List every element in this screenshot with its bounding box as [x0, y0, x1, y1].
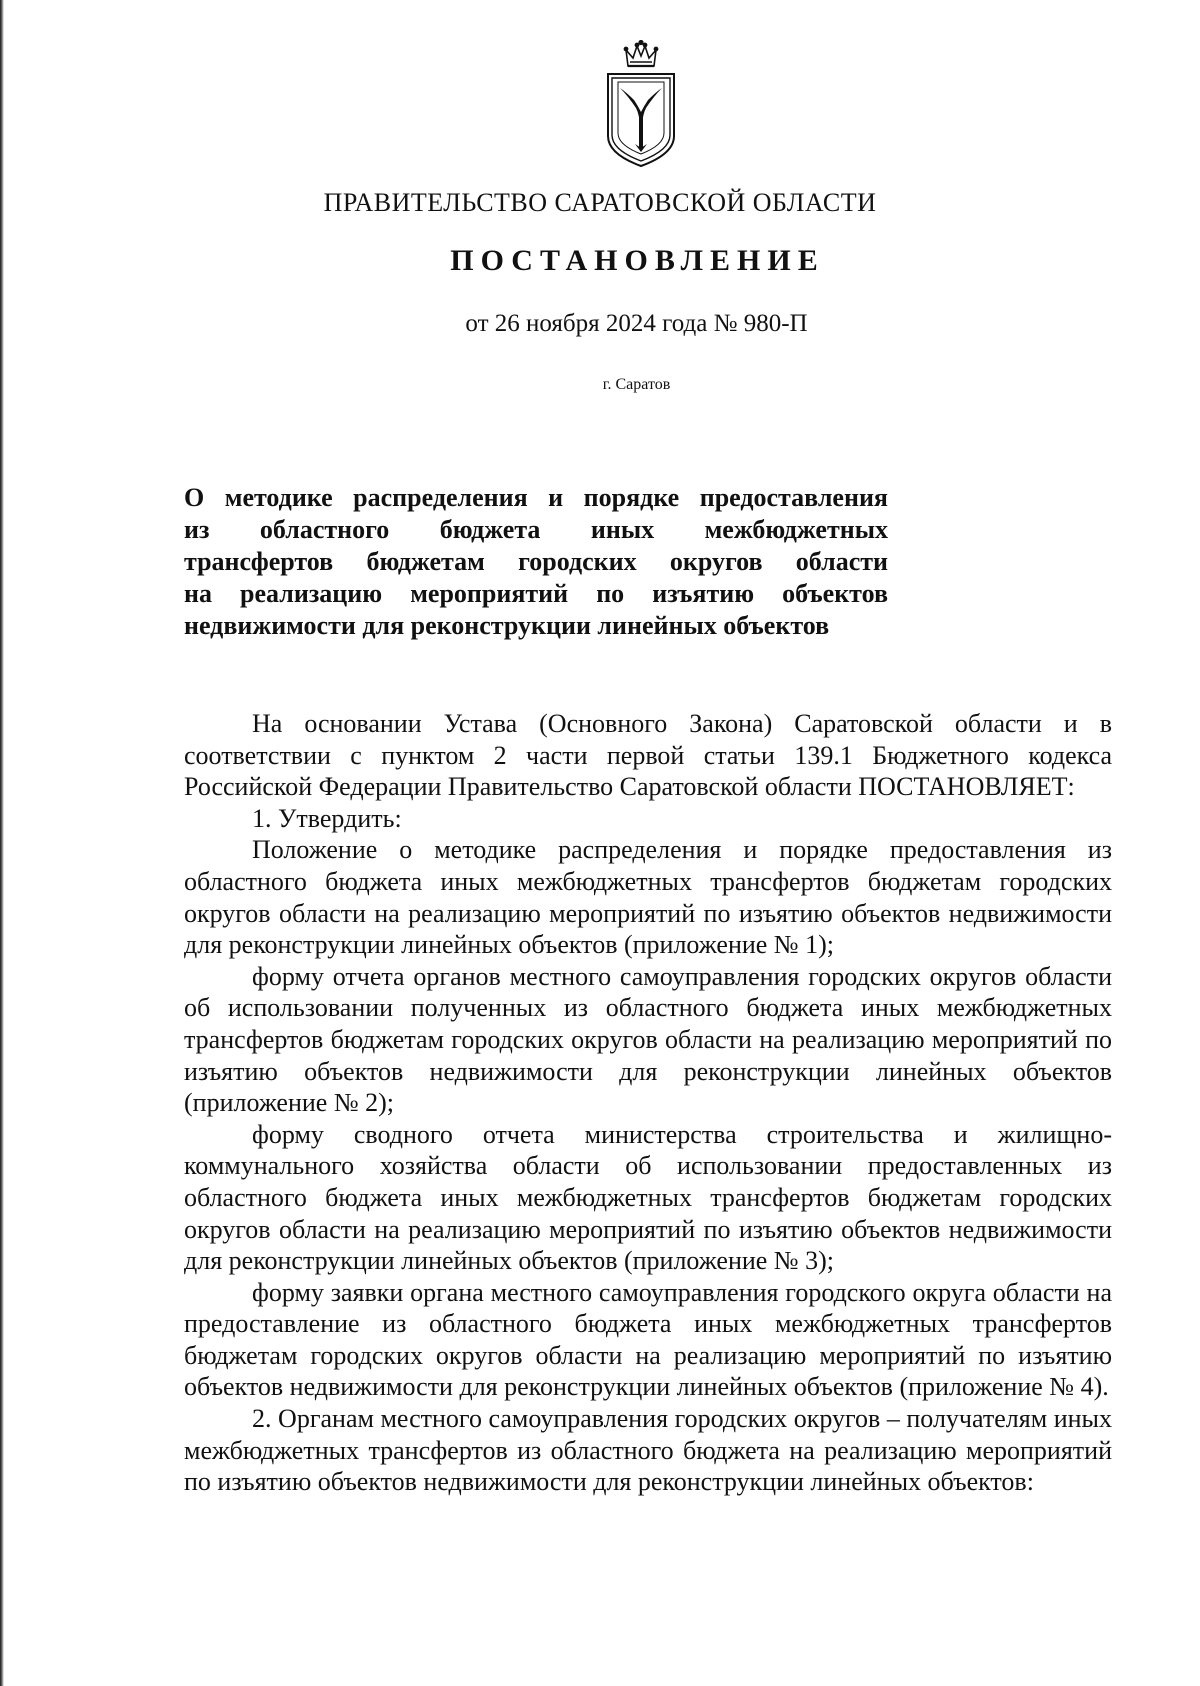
paragraph-annex-4: форму заявки органа местного самоуправления городского округа области на предоставление из областного бюджета иных межбюджетных трансфертов бюджетам городских округов области на реализацию мероприятий по изъятию объектов недвижимости для реконструкции линейных объектов (приложение № 4).	[184, 1277, 1112, 1402]
document-title	[184, 482, 888, 642]
document-type: ПОСТАНОВЛЕНИЕ	[450, 244, 825, 277]
title-line: О методике распределения и порядке предоставления	[184, 483, 888, 512]
title-line: трансфертов бюджетам городских округов области	[184, 547, 888, 576]
document-date-number: от 26 ноября 2024 года № 980-П	[465, 310, 808, 337]
government-name: ПРАВИТЕЛЬСТВО САРАТОВСКОЙ ОБЛАСТИ	[323, 188, 877, 217]
paragraph-item-2: 2. Органам местного самоуправления городских округов – получателям иных межбюджетных трансфертов из областного бюджета на реализацию мероприятий по изъятию объектов недвижимости для реконструкции линейных объектов:	[184, 1404, 1112, 1497]
document-city: г. Саратов	[602, 376, 671, 393]
title-line: на реализацию мероприятий по изъятию объектов	[184, 579, 888, 608]
paragraph-annex-1: Положение о методике распределения и порядке предоставления из областного бюджета иных межбюджетных трансфертов бюджетам городских округов области на реализацию мероприятий по изъятию объектов недвижимости для реконструкции линейных объектов (приложение № 1);	[184, 835, 1112, 960]
paragraph-annex-2: форму отчета органов местного самоуправления городских округов области об использовании полученных из областного бюджета иных межбюджетных трансфертов бюджетам городских округов области на реализацию мероприятий по изъятию объектов недвижимости для реконструкции линейных объектов (приложение № 2);	[184, 961, 1112, 1118]
title-line: недвижимости для реконструкции линейных объектов	[184, 611, 830, 640]
crown-icon	[624, 41, 657, 66]
document-body	[184, 708, 1112, 1498]
paragraph-annex-3: форму сводного отчета министерства строительства и жилищно-коммунального хозяйства области об использовании предоставленных из областного бюджета иных межбюджетных трансфертов бюджетам городских округов области на реализацию мероприятий по изъятию объектов недвижимости для реконструкции линейных объектов (приложение № 3);	[184, 1119, 1112, 1276]
paragraph-preamble: На основании Устава (Основного Закона) Саратовской области и в соответствии с пунктом 2 части первой статьи 139.1 Бюджетного кодекса Российской Федерации Правительство Саратовской области ПОСТАНОВЛЯЕТ:	[184, 709, 1112, 802]
title-line: из областного бюджета иных межбюджетных	[184, 515, 888, 544]
coat-of-arms-emblem	[598, 40, 684, 170]
paragraph-item-1: 1. Утвердить:	[252, 803, 402, 833]
